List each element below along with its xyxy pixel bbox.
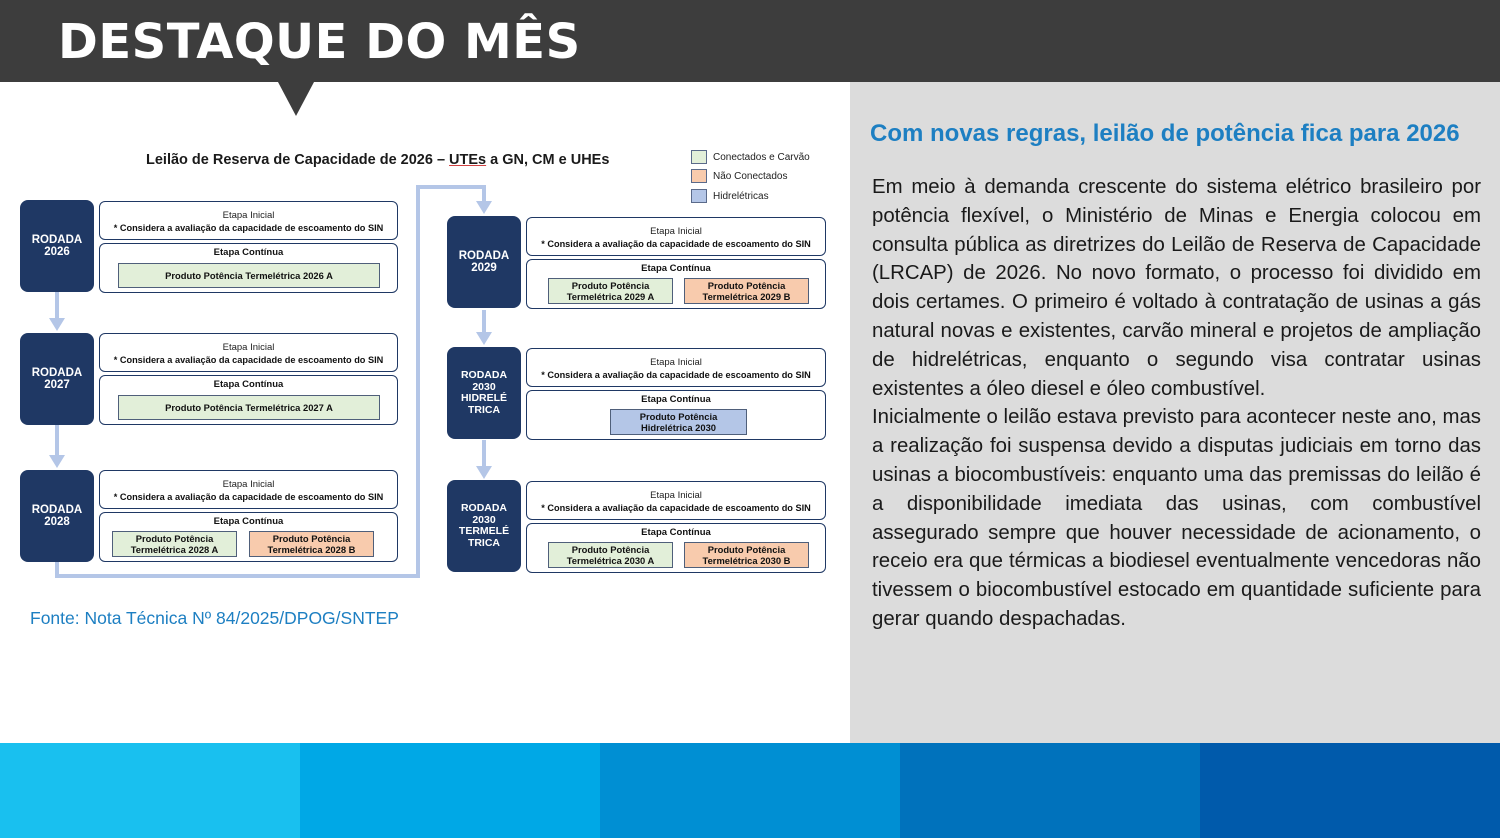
arrowhead-2028 xyxy=(49,455,65,468)
etapa-continua-label: Etapa Contínua xyxy=(641,394,711,405)
round-2027-etapa-continua xyxy=(99,375,398,425)
diagram-title xyxy=(146,152,609,168)
round-2029-badge: RODADA 2029 xyxy=(447,216,521,308)
arrowhead-2030h xyxy=(476,332,492,345)
etapa-inicial-label: Etapa Inicial xyxy=(222,210,275,221)
etapa-continua-label: Etapa Contínua xyxy=(641,527,711,538)
round-2029-etapa-continua xyxy=(526,259,826,309)
diagram-title-underlined: UTEs xyxy=(449,152,487,168)
round-2027-etapa-inicial xyxy=(99,333,398,372)
footer-stripe-5 xyxy=(1200,743,1500,838)
round-2030-termeletrica-badge: RODADA 2030 TERMELÉ TRICA xyxy=(447,480,521,572)
legend-swatch-green xyxy=(691,150,707,164)
legend-label-nao-conectados: Não Conectados xyxy=(713,171,788,182)
round-2030t-etapa-inicial xyxy=(526,481,826,520)
diagram-title-suffix: a GN, CM e UHEs xyxy=(486,152,610,168)
etapa-inicial-label: Etapa Inicial xyxy=(650,490,702,501)
footer-stripe-4 xyxy=(900,743,1200,838)
etapa-inicial-label: Etapa Inicial xyxy=(650,357,702,368)
legend-swatch-blue xyxy=(691,189,707,203)
article-paragraph-1: Em meio à demanda crescente do sistema elétrico brasileiro por potência flexível, o Ministério de Minas e Energia colocou em consulta pública as diretrizes do Leilão de Reserva de Capacidade (LRCAP) de 2026. No novo formato, o processo foi dividido em dois certames. O primeiro é voltado à contratação de usinas a gás natural novas e existentes, carvão mineral e projetos de ampliação de hidrelétricas, enquanto o segundo visa contratar usinas existentes a óleo diesel e óleo combustível. xyxy=(872,176,1481,400)
diagram-title-prefix: Leilão de Reserva de Capacidade de 2026 – xyxy=(146,152,450,168)
product-2029-a: Produto Potência Termelétrica 2029 A xyxy=(548,278,673,304)
product-2028-b: Produto Potência Termelétrica 2028 B xyxy=(249,531,374,557)
footer-stripe-3 xyxy=(600,743,900,838)
round-2028-etapa-continua xyxy=(99,512,398,562)
round-2027-badge: RODADA 2027 xyxy=(20,333,94,425)
diagram-source: Fonte: Nota Técnica Nº 84/2025/DPOG/SNTEP xyxy=(30,608,399,628)
etapa-inicial-label: Etapa Inicial xyxy=(222,342,275,353)
arrowhead-2027 xyxy=(49,318,65,331)
round-2030h-etapa-continua xyxy=(526,390,826,440)
article-body xyxy=(872,173,1481,634)
page-title: DESTAQUE DO MÊS xyxy=(58,14,581,70)
product-2030-b: Produto Potência Termelétrica 2030 B xyxy=(684,542,809,568)
header-pointer xyxy=(278,82,314,116)
round-2028-etapa-inicial xyxy=(99,470,398,509)
footer-stripe-1 xyxy=(0,743,300,838)
etapa-continua-label: Etapa Contínua xyxy=(213,247,284,258)
product-2029-b: Produto Potência Termelétrica 2029 B xyxy=(684,278,809,304)
etapa-inicial-note: * Considera a avaliação da capacidade de escoamento do SIN xyxy=(113,492,384,502)
product-2030-hidreletrica: Produto Potência Hidrelétrica 2030 xyxy=(610,409,747,435)
header-bar xyxy=(0,0,1500,82)
etapa-inicial-note: * Considera a avaliação da capacidade de escoamento do SIN xyxy=(541,239,811,249)
round-2026-etapa-continua xyxy=(99,243,398,293)
etapa-inicial-note: * Considera a avaliação da capacidade de escoamento do SIN xyxy=(113,355,384,365)
footer-stripes xyxy=(0,743,1500,838)
round-2026-etapa-inicial xyxy=(99,201,398,240)
article-panel xyxy=(850,82,1500,743)
article-title: Com novas regras, leilão de potência fica para 2026 xyxy=(870,120,1460,147)
etapa-inicial-label: Etapa Inicial xyxy=(222,479,275,490)
etapa-inicial-note: * Considera a avaliação da capacidade de escoamento do SIN xyxy=(113,223,384,233)
round-2028-badge: RODADA 2028 xyxy=(20,470,94,562)
etapa-inicial-label: Etapa Inicial xyxy=(650,226,702,237)
round-2026-badge: RODADA 2026 xyxy=(20,200,94,292)
arrowhead-2029 xyxy=(476,201,492,214)
round-2030h-etapa-inicial xyxy=(526,348,826,387)
round-2029-etapa-inicial xyxy=(526,217,826,256)
round-2030-hidreletrica-badge: RODADA 2030 HIDRELÉ TRICA xyxy=(447,347,521,439)
etapa-continua-label: Etapa Contínua xyxy=(641,263,711,274)
legend-label-conectados: Conectados e Carvão xyxy=(713,152,810,163)
etapa-inicial-note: * Considera a avaliação da capacidade de escoamento do SIN xyxy=(541,503,811,513)
footer-stripe-2 xyxy=(300,743,600,838)
product-2030-a: Produto Potência Termelétrica 2030 A xyxy=(548,542,673,568)
etapa-continua-label: Etapa Contínua xyxy=(213,379,284,390)
legend-label-hidreletricas: Hidrelétricas xyxy=(713,191,769,202)
etapa-inicial-note: * Considera a avaliação da capacidade de escoamento do SIN xyxy=(541,370,811,380)
round-2030t-etapa-continua xyxy=(526,523,826,573)
product-2028-a: Produto Potência Termelétrica 2028 A xyxy=(112,531,237,557)
legend-swatch-orange xyxy=(691,169,707,183)
product-2026-a: Produto Potência Termelétrica 2026 A xyxy=(118,263,380,288)
product-2027-a: Produto Potência Termelétrica 2027 A xyxy=(118,395,380,420)
article-paragraph-2: Inicialmente o leilão estava previsto para acontecer neste ano, mas a realização foi suspensa devido a disputas judiciais em torno das usinas a biocombustíveis: enquanto uma das premissas do leilão é a disponibilidade imediata das usinas, com combustível assegurado sempre que houver necessidade de acionamento, o receio era que térmicas a biodiesel eventualmente vencedoras não tivessem o biocombustível estocado em quantidade suficiente para gerar quando despachadas. xyxy=(872,406,1481,630)
arrowhead-2030t xyxy=(476,466,492,479)
etapa-continua-label: Etapa Contínua xyxy=(213,516,284,527)
